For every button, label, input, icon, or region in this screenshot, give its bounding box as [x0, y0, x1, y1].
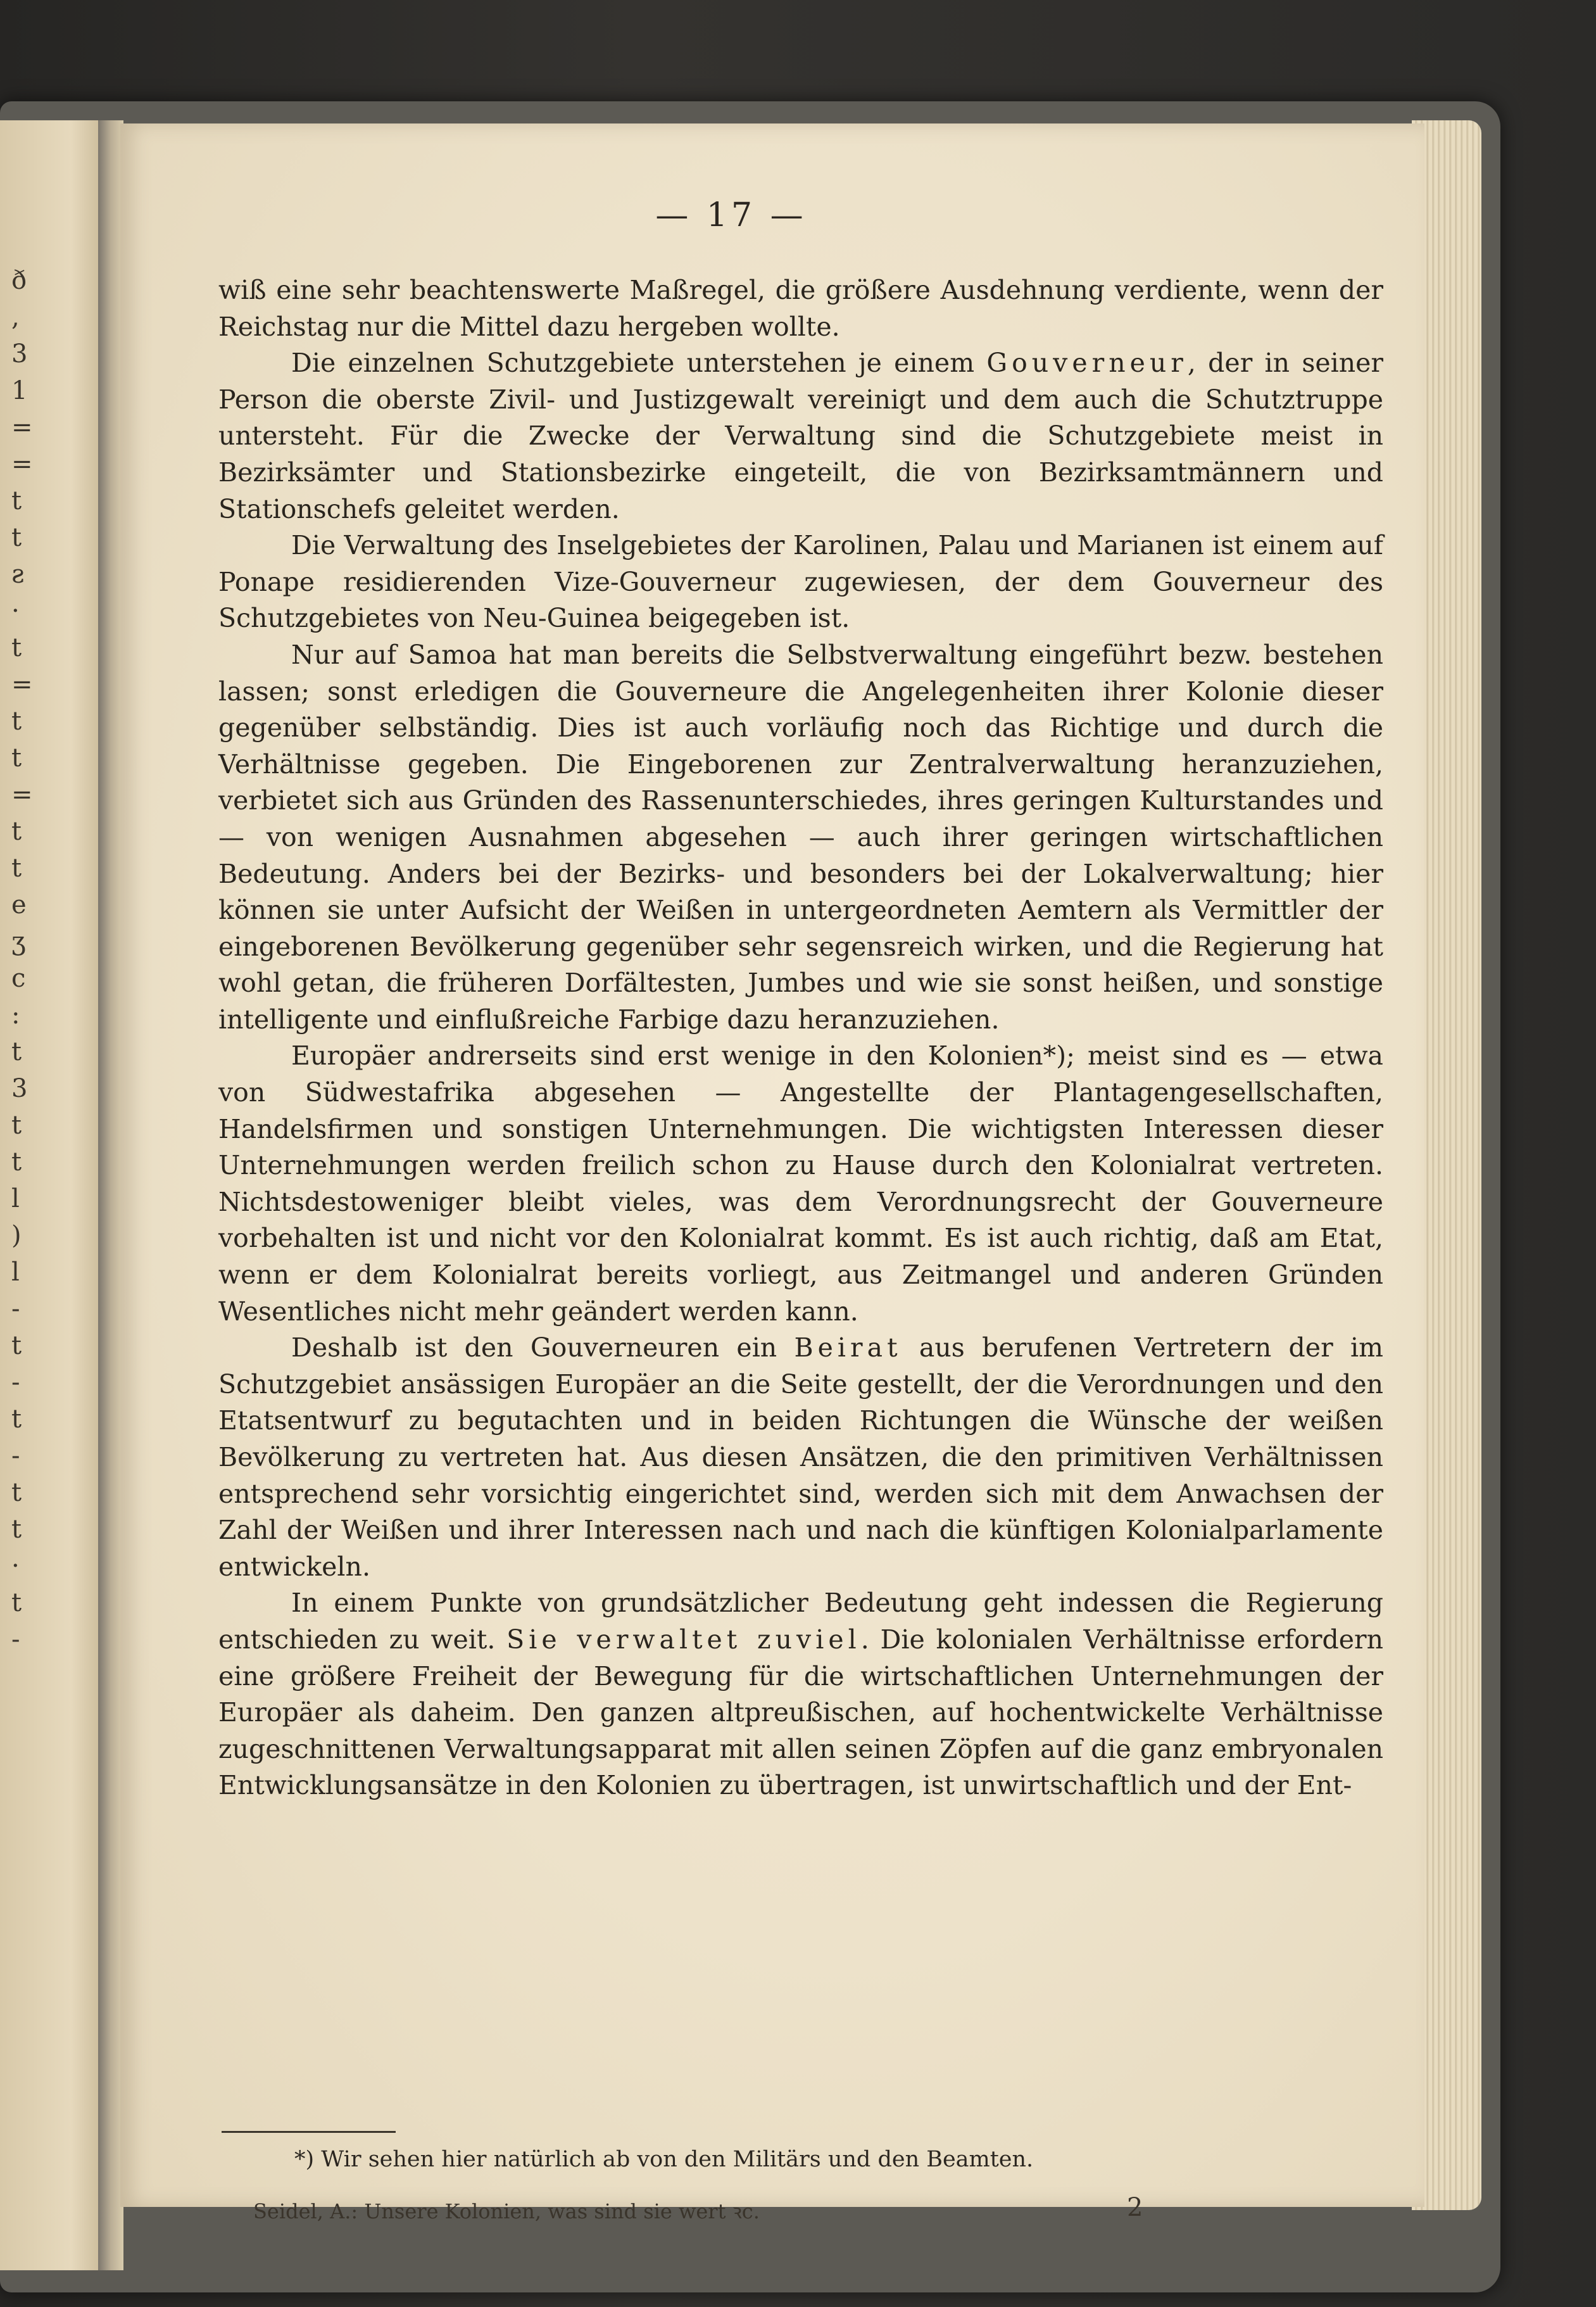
- paragraph-text: Die einzelnen Schutzgebiete unterstehen je einem: [291, 348, 987, 379]
- previous-page-fragment: l: [11, 1258, 20, 1287]
- previous-page-fragment: =: [11, 780, 33, 809]
- paragraph: Europäer andrerseits sind erst wenige in den Kolonien*); meist sind es — etwa von Südwestafrika abgesehen — Angestellte der Plantagengesellschaften, Handelsfirmen und sonstigen Unternehmungen. Die wichtigsten Interessen dieser Unternehmungen werden freilich schon zu Hause durch den Kolonialrat vertreten. Nichtsdestoweniger bleibt vieles, was dem Verordnungsrecht der Gouverneure vorbehalten ist und nicht vor den Kolonialrat kommt. Es ist auch richtig, daß am Etat, wenn er dem Kolonialrat bereits vorliegt, aus Zeitmangel und anderen Gründen Wesentliches nicht mehr geändert werden kann.: [218, 1040, 1383, 1327]
- previous-page-fragment: 3: [11, 1074, 28, 1103]
- previous-page-fragment: t: [11, 1405, 22, 1434]
- paragraph: [218, 1330, 1383, 1585]
- paragraph-text: , der in seiner Person die oberste Zivil- und Justizgewalt vereinigt und dem auch die Schutztruppe untersteht. Für die Zwecke der Verwaltung sind die Schutzgebiete meist in Bezirksämter und Stationsbezirke eingeteilt, die von Bezirksamtmännern und Stationschefs geleitet werden.: [218, 348, 1384, 524]
- paragraph-text: aus berufenen Vertretern der im Schutzgebiet ansässigen Europäer an die Seite gestellt, der die Verordnungen und den Etatsentwurf zu begutachten und in beiden Richtungen die Wünsche der weißen Bevölkerung zu vertreten hat. Aus diesen Ansätzen, die den primitiven Verhältnissen entsprechend sehr vorsichtig eingerichtet sind, werden sich mit dem Anwachsen der Zahl der Weißen und ihrer Interessen nach und nach die künftigen Kolonialparlamente entwickeln.: [218, 1332, 1383, 1582]
- previous-page-fragment: ,: [11, 303, 20, 332]
- previous-page-fragment: l: [11, 1184, 20, 1213]
- paragraph: Die Verwaltung des Inselgebietes der Karolinen, Palau und Marianen ist einem auf Ponape residierenden Vize-Gouverneur zugewiesen, der dem Gouverneur des Schutzgebietes von Neu-Guinea beigegeben ist.: [218, 530, 1383, 634]
- previous-page-fragment: =: [11, 450, 33, 479]
- paragraph-text: Deshalb ist den Gouverneuren ein: [291, 1332, 795, 1363]
- body-text: [218, 272, 1383, 1804]
- footnote-divider: [222, 2131, 396, 2133]
- printer-signature: Seidel, A.: Unsere Kolonien, was sind sie wert ꝛc.: [253, 2199, 760, 2223]
- paragraph: Nur auf Samoa hat man bereits die Selbstverwaltung eingeführt bezw. bestehen lassen; sonst erledigen die Gouverneure die Angelegenheiten ihrer Kolonie dieser gegenüber selbständig. Dies ist auch vorläufig noch das Richtige und durch die Verhältnisse gegeben. Die Eingeborenen zur Zentralverwaltung heranzuziehen, verbietet sich aus Gründen des Rassenunterschiedes, ihres geringen Kulturstandes und — von wenigen Ausnahmen abgesehen — auch ihrer geringen wirtschaftlichen Bedeutung. Anders bei der Bezirks- und besonders bei der Lokalverwaltung; hier können sie unter Aufsicht der Weißen in untergeordneten Aemtern als Vermittler der eingeborenen Bevölkerung gegenüber sehr segensreich wirken, und die Regierung hat wohl getan, die früheren Dorfältesten, Jumbes und wie sie sonst heißen, und sonstige intelligente und einflußreiche Farbige dazu heranzuziehen.: [218, 639, 1383, 1035]
- previous-page-fragment: t: [11, 1478, 22, 1507]
- previous-page-fragment: t: [11, 1588, 22, 1617]
- signature-mark: 2: [1127, 2193, 1143, 2222]
- previous-page-fragment: ): [11, 1221, 22, 1250]
- emphasized-term: Beirat: [794, 1332, 902, 1363]
- previous-page-fragment: ƨ: [11, 560, 25, 589]
- previous-page-fragment: t: [11, 1331, 22, 1360]
- previous-page-fragment: t: [11, 817, 22, 846]
- previous-page-fragment: -: [11, 1368, 20, 1397]
- previous-page-fragment: e: [11, 890, 27, 920]
- previous-page-fragment: :: [11, 1001, 20, 1030]
- previous-page-fragment: ð: [11, 266, 27, 295]
- previous-page-fragment: t: [11, 1515, 22, 1544]
- previous-page-fragment: t: [11, 486, 22, 515]
- previous-page-fragment: =: [11, 413, 33, 442]
- previous-page-fragment: 3: [11, 339, 28, 369]
- paragraph-text: In einem Punkte von grundsätzlicher Bedeutung geht indessen die Regierung entschieden zu weit.: [218, 1588, 1383, 1655]
- paragraph: [218, 1585, 1383, 1804]
- previous-page-fragment: -: [11, 1441, 20, 1470]
- previous-page-fragment: t: [11, 523, 22, 552]
- previous-page-fragment: ʒ: [11, 927, 26, 956]
- book-gutter: [98, 120, 123, 2270]
- previous-page-fragment: t: [11, 1111, 22, 1140]
- previous-page-fragment: c: [11, 964, 26, 993]
- previous-page-fragment: t: [11, 854, 22, 883]
- previous-page-fragment: ·: [11, 597, 20, 626]
- previous-page-fragment: t: [11, 1037, 22, 1066]
- paragraph-text: . Die kolonialen Verhältnisse erfordern eine größere Freiheit der Bewegung für die wirtschaftlichen Unternehmungen der Europäer als daheim. Den ganzen altpreußischen, auf hochentwickelte Verhältnisse zugeschnittenen Verwaltungsapparat mit allen seinen Zöpfen auf die ganz embryonalen Entwicklungsansätze in den Kolonien zu übertragen, ist unwirtschaftlich und der Ent-: [218, 1624, 1383, 1801]
- previous-page-fragment: t: [11, 633, 22, 662]
- previous-page-fragment: 1: [11, 376, 28, 405]
- previous-page-fragment: =: [11, 670, 33, 699]
- previous-page-fragment: t: [11, 707, 22, 736]
- previous-page-fragment: ·: [11, 1552, 20, 1581]
- previous-page-fragment: -: [11, 1294, 20, 1324]
- previous-page-fragment: t: [11, 743, 22, 773]
- paragraph: [218, 345, 1383, 528]
- emphasized-term: Gouverneur: [986, 348, 1188, 379]
- previous-page-fragment: -: [11, 1625, 20, 1654]
- page-number: — 17 —: [655, 196, 807, 234]
- book-page: [120, 123, 1424, 2223]
- previous-page-edge: [0, 120, 101, 2270]
- emphasized-term: Sie verwaltet zuviel: [506, 1624, 861, 1655]
- paragraph: wiß eine sehr beachtenswerte Maßregel, die größere Ausdehnung verdiente, wenn der Reichstag nur die Mittel dazu hergeben wollte.: [218, 275, 1383, 342]
- previous-page-fragment: t: [11, 1147, 22, 1177]
- footnote: *) Wir sehen hier natürlich ab von den Militärs und den Beamten.: [294, 2147, 1034, 2172]
